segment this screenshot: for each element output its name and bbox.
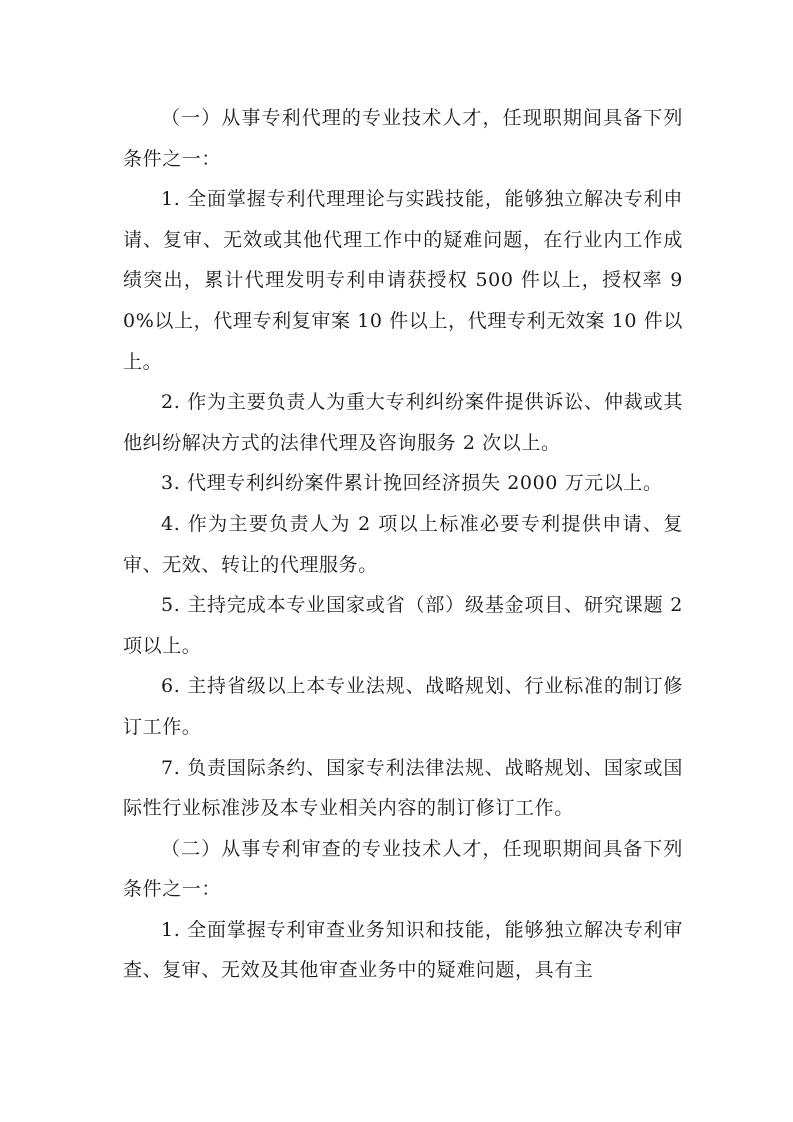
paragraph-agency-item-5: 5. 主持完成本专业国家或省（部）级基金项目、研究课题 2 项以上。 — [123, 594, 683, 657]
paragraph-agency-item-1: 1. 全面掌握专利代理理论与实践技能，能够独立解决专利申请、复审、无效或其他代理工作中的疑难问题，在行业内工作成绩突出，累计代理发明专利申请获授权 500 件以上，授权率 90%以上，代理专利复审案 10 件以上，代理专利无效案 10 件以上。 — [123, 188, 683, 373]
paragraph-agency-item-2: 2. 作为主要负责人为重大专利纠纷案件提供诉讼、仲裁或其他纠纷解决方式的法律代理及咨询服务 2 次以上。 — [123, 391, 683, 454]
paragraph-agency-item-7: 7. 负责国际条约、国家专利法律法规、战略规划、国家或国际性行业标准涉及本专业相关内容的制订修订工作。 — [123, 756, 683, 820]
document-body — [123, 98, 683, 991]
paragraph-agency-item-6: 6. 主持省级以上本专业法规、战略规划、行业标准的制订修订工作。 — [123, 675, 683, 738]
paragraph-agency-heading: （一）从事专利代理的专业技术人才，任现职期间具备下列条件之一： — [123, 107, 683, 170]
paragraph-agency-item-3: 3. 代理专利纠纷案件累计挽回经济损失 2000 万元以上。 — [161, 472, 663, 495]
paragraph-examination-heading: （二）从事专利审查的专业技术人才，任现职期间具备下列条件之一： — [123, 837, 683, 901]
paragraph-agency-item-4: 4. 作为主要负责人为 2 项以上标准必要专利提供申请、复审、无效、转让的代理服务。 — [123, 512, 683, 576]
paragraph-examination-item-1: 1. 全面掌握专利审查业务知识和技能，能够独立解决专利审查、复审、无效及其他审查业务中的疑难问题，具有主 — [123, 918, 683, 982]
